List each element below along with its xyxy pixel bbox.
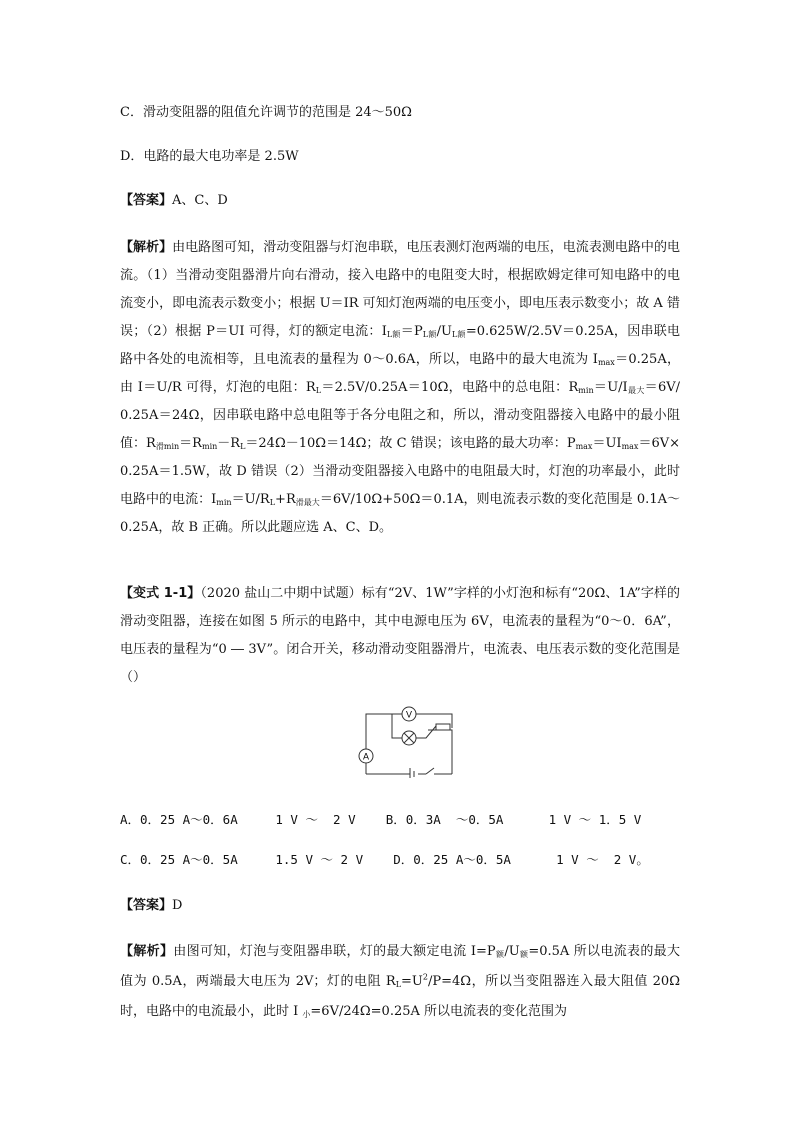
wire-lamp-left — [392, 714, 402, 738]
variant-tag: 【变式 1-1】 — [120, 586, 201, 601]
wire-right-top — [416, 714, 452, 728]
voltmeter-label: V — [405, 709, 413, 720]
lamp-cross — [404, 733, 414, 743]
rheostat-icon — [436, 724, 450, 730]
option-d: D．电路的最大电功率是 2.5W — [120, 149, 299, 164]
answer-2 — [120, 896, 182, 916]
circuit-diagram — [356, 706, 468, 778]
wire-left-top — [366, 714, 402, 774]
option-c: C．滑动变阻器的阻值允许调节的范围是 24～50Ω — [120, 105, 412, 120]
wire-lamp-right — [416, 726, 452, 774]
answer-value: D — [172, 898, 183, 913]
analysis-1: 【解析】由电路图可知，滑动变阻器与灯泡串联，电压表测灯泡两端的电压，电流表测电路中的电流。（1）当滑动变阻器滑片向右滑动，接入电路中的电阻变大时，根据欧姆定律可知电路中的电流变小，即电流表示数变小；根据 U＝IR 可知灯泡两端的电压变小，即电压表示数变小；故 A 错误；（2）根据 P＝UI 可得，灯的额定电流：$I_{L额}=P_{L额}/U_{L额}=0.625W/2.5V=0.25A$，因串联电路中各处的电流相等，且电流表的量程为 0～0.6A，所以，电路中的最大电流为 $I_{max}=0.25A$，由 I＝U/R 可得，灯泡的电阻：$R_L=2.5V/0.25A=10\Omega$，电路中的总电阻：$R_{min}=U/I_{最大}=6V/0.25A=24\Omega$，因串联电路中总电阻等于各分电阻之和，所以，滑动变阻器接入电路中的最小阻值：$R_{滑min}=R_{min}-R_L=24\Omega-10\Omega=14\Omega$；故 C 错误；该电路的最大功率：$P_{max}=UI_{max}=6V\times 0.25A=1.5W$，故 D 错误（2）当滑动变阻器接入电路中的电阻最大时，灯泡的功率最小，此时电路中的电流：$I_{min}=U/R_L+R_{滑最大}=6V/10\Omega+50\Omega=0.1A$，则电流表示数的变化范围是 0.1A～0.25A，故 B 正确。所以此题应选 A、C、D。 — [120, 240, 681, 535]
analysis-tag: 【解析】 — [120, 240, 173, 255]
analysis-tag: 【解析】 — [120, 944, 174, 959]
choices-cd: C．0．25 A～0．5A 1.5 V ～ 2 V D．0．25 A～0．5A 1 V ～ 2 V。 — [120, 852, 649, 867]
variant-question: 【变式 1-1】（2020 盐山二中期中试题）标有“2V、1W”字样的小灯泡和标有“20Ω、1A”字样的滑动变阻器，连接在如图 5 所示的电路中，其中电源电压为 6V，电流表的量程为“0～0．6A”，电压表的量程为“0 ― 3V”。闭合开关，移动滑动变阻器滑片，电流表、电压表示数的变化范围是（） — [120, 586, 680, 685]
analysis-2: 【解析】由图可知，灯泡与变阻器串联，灯的最大额定电流 $I=P_额/U_额=0.5A$ 所以电流表的最大值为 0.5A，两端最大电压为 2V；灯的电阻 $R_L=U^2/P=4\Omega$，所以当变阻器连入最大阻值 20Ω 时，电路中的电流最小，此时 I $_小$=6V/24Ω=0.25A 所以电流表的变化范围为 — [120, 944, 680, 1019]
choices-ab: A．0．25 A～0．6A 1 V ～ 2 V B．0．3A ～0．5A 1 V ～ 1．5 V — [120, 812, 642, 827]
answer-value: A、C、D — [172, 193, 228, 208]
switch-icon — [426, 768, 434, 774]
answer-tag: 【答案】 — [120, 898, 173, 913]
answer-1 — [120, 191, 228, 211]
ammeter-label: A — [362, 751, 370, 762]
battery-icon — [410, 768, 414, 778]
answer-tag: 【答案】 — [120, 193, 173, 208]
